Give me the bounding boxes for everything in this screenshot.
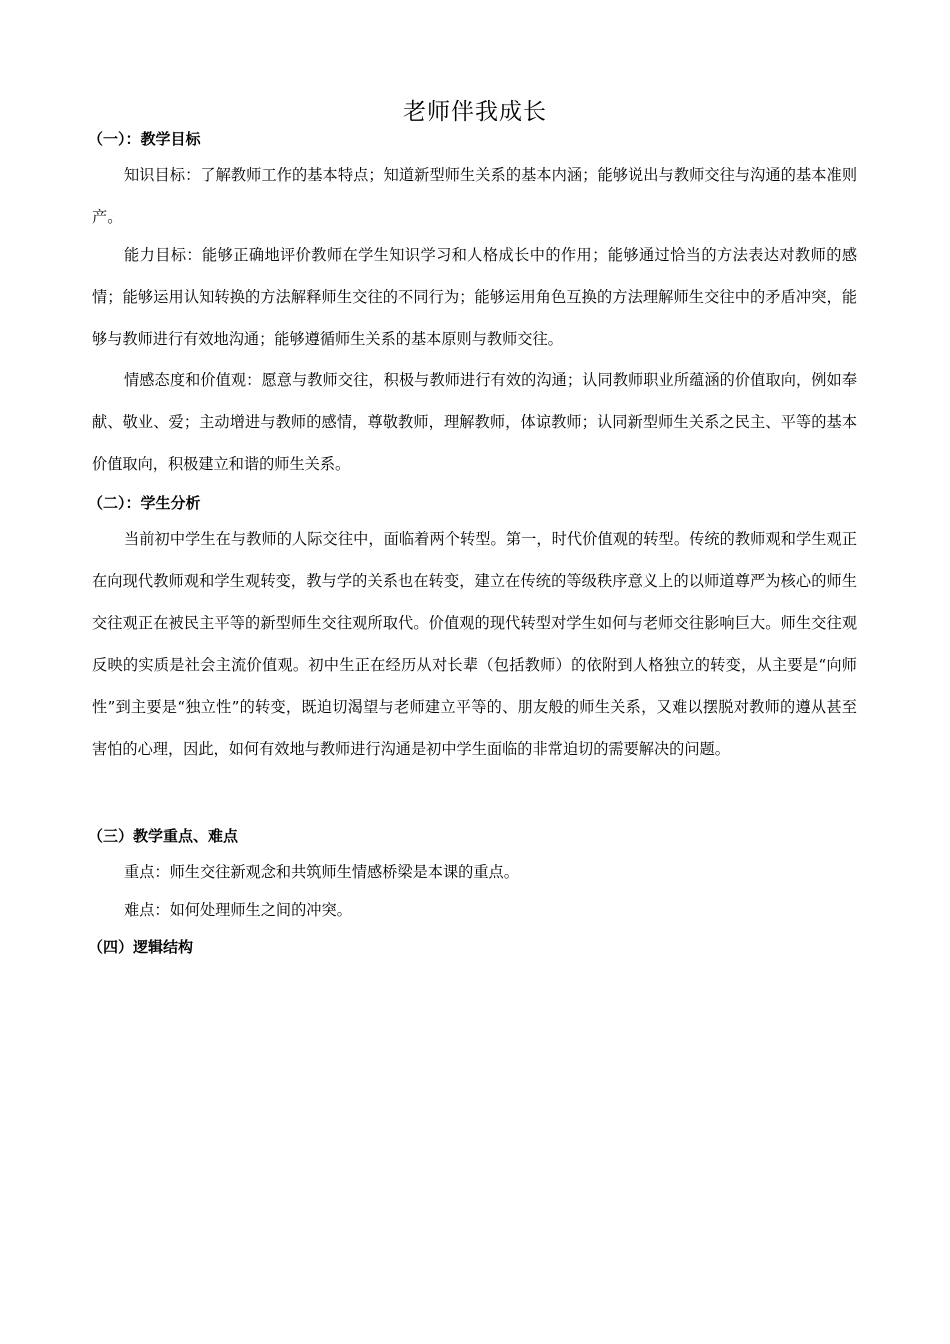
paragraph-difficulty: 难点：如何处理师生之间的冲突。: [124, 901, 352, 919]
section-heading-logic-structure: （四）逻辑结构: [88, 938, 194, 956]
paragraph-ability-goal: 能力目标：能够正确地评价教师在学生知识学习和人格成长中的作用；能够通过恰当的方法表达对教师的感情；能够运用认知转换的方法解释师生交往的不同行为；能够运用角色互换的方法理解师生交往中的矛盾冲突，能够与教师进行有效地沟通；能够遵循师生关系的基本原则与教师交往。: [92, 246, 857, 348]
paragraph-student-analysis: 当前初中学生在与教师的人际交往中，面临着两个转型。第一，时代价值观的转型。传统的教师观和学生观正在向现代教师观和学生观转变，教与学的关系也在转变，建立在传统的等级秩序意义上的以师道尊严为核心的师生交往观正在被民主平等的新型师生交往观所取代。价值观的现代转型对学生如何与老师交往影响巨大。师生交往观反映的实质是社会主流价值观。初中生正在经历从对长辈（包括教师）的依附到人格独立的转变，从主要是“向师性”到主要是“独立性”的转变，既迫切渴望与老师建立平等的、朋友般的师生关系，又难以摆脱对教师的遵从甚至害怕的心理，因此，如何有效地与教师进行沟通是初中学生面临的非常迫切的需要解决的问题。: [92, 530, 857, 758]
section-heading-student-analysis: （二）：学生分析: [88, 494, 201, 512]
paragraph-attitude-goal: 情感态度和价值观：愿意与教师交往，积极与教师进行有效的沟通；认同教师职业所蕴涵的价值取向，例如奉献、敬业、爱；主动增进与教师的感情，尊敬教师，理解教师，体谅教师；认同新型师生关系之民主、平等的基本价值取向，积极建立和谐的师生关系。: [92, 371, 857, 473]
document-title: 老师伴我成长: [403, 99, 547, 125]
paragraph-knowledge-goal: 知识目标：了解教师工作的基本特点；知道新型师生关系的基本内涵；能够说出与教师交往与沟通的基本准则产。: [92, 166, 857, 226]
section-heading-key-points: （三）教学重点、难点: [88, 827, 239, 845]
section-heading-objectives: （一）：教学目标: [88, 130, 201, 148]
paragraph-key-point: 重点：师生交往新观念和共筑师生情感桥梁是本课的重点。: [124, 863, 519, 881]
